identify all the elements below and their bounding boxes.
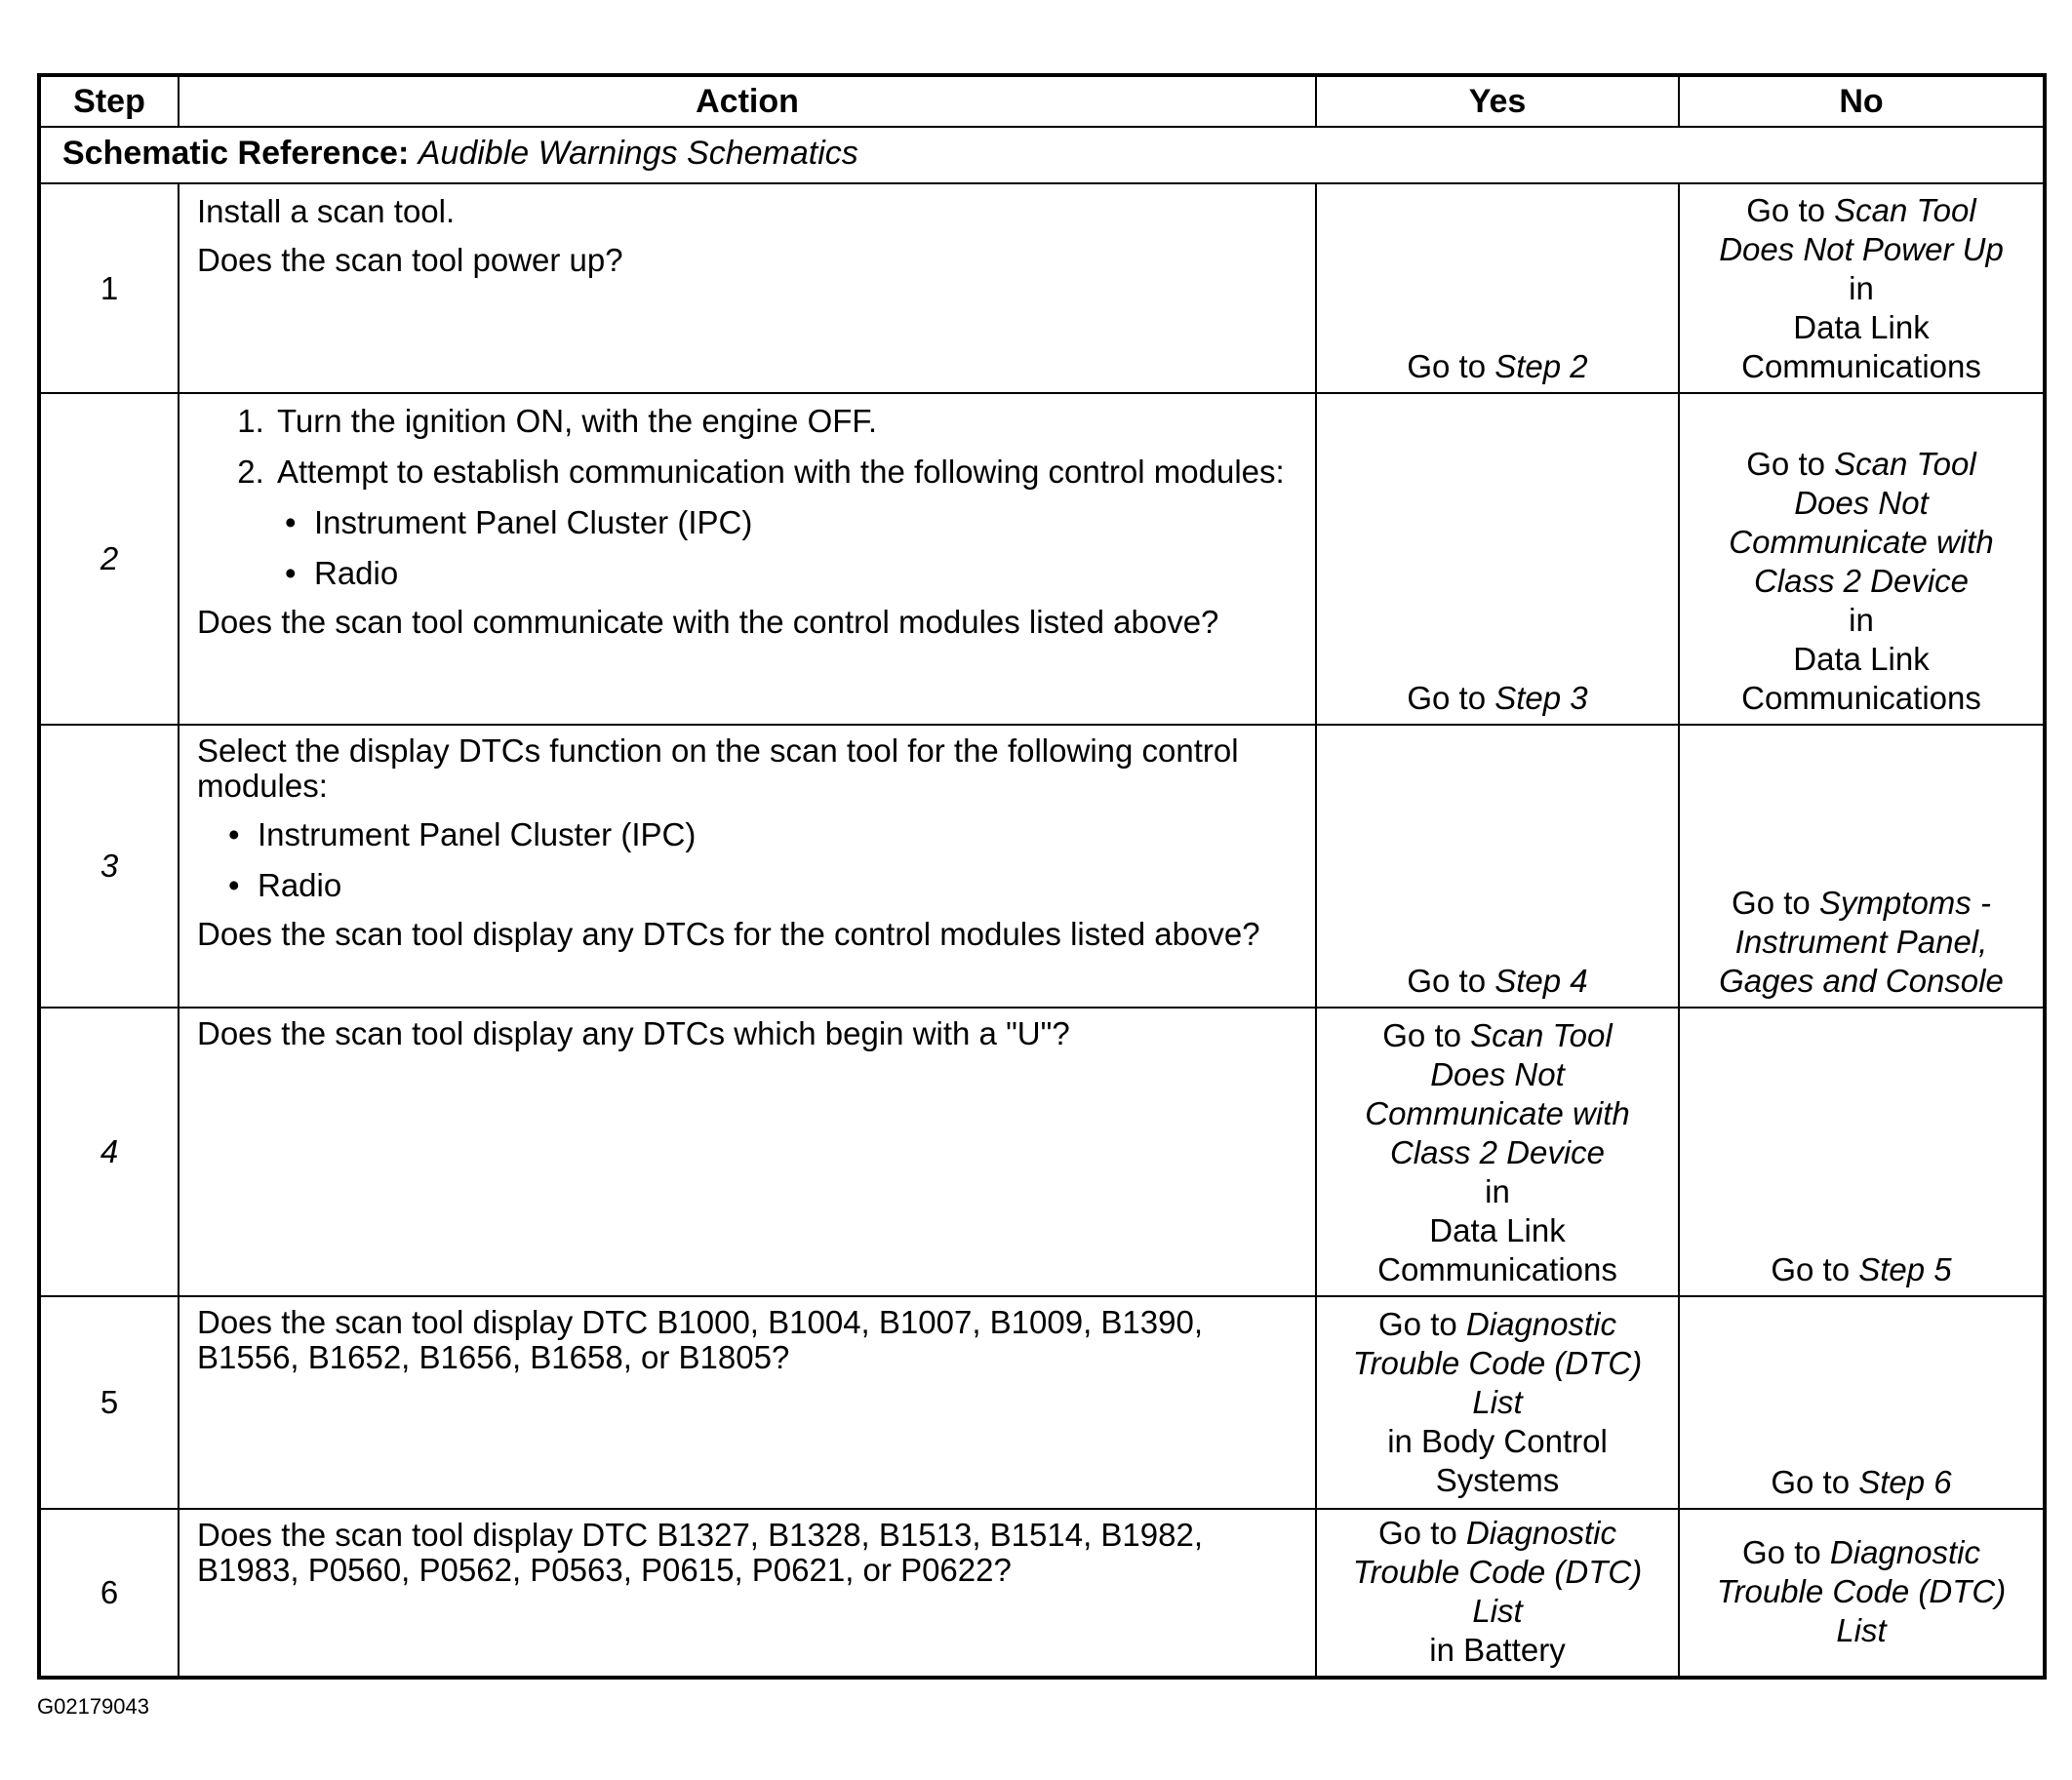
header-step: Step (39, 75, 179, 127)
step-number: 1 (39, 183, 179, 393)
yes-link[interactable]: Diagnostic (1465, 1306, 1616, 1342)
yes-prefix: Go to (1407, 680, 1487, 716)
action-cell (179, 1509, 1316, 1678)
no-link[interactable]: Gages and Console (1719, 963, 2004, 999)
no-cell (1679, 1008, 2045, 1296)
action-cell (179, 1296, 1316, 1509)
diagnostic-table (37, 73, 2047, 1680)
yes-location: in Battery (1429, 1632, 1566, 1668)
yes-cell (1316, 393, 1679, 725)
yes-cell (1316, 1509, 1679, 1678)
table-row (39, 183, 2045, 393)
table-row (39, 725, 2045, 1008)
action-cell (179, 725, 1316, 1008)
yes-link[interactable]: List (1472, 1593, 1523, 1629)
step-number: 5 (39, 1296, 179, 1509)
no-prefix: Go to (1742, 1534, 1821, 1570)
no-link[interactable]: Communicate with (1729, 524, 1994, 560)
yes-link[interactable]: Does Not (1430, 1056, 1565, 1092)
figure-id: G02179043 (37, 1694, 149, 1719)
step-number: 2 (39, 393, 179, 725)
action-cell (179, 1008, 1316, 1296)
action-question: Does the scan tool display DTC B1000, B1004, B1007, B1009, B1390, B1556, B1652, B1656, B1658, or B1805? (197, 1304, 1204, 1375)
yes-link[interactable]: Step 3 (1494, 680, 1588, 716)
action-step-item: 1. Turn the ignition ON, with the engine OFF. (273, 402, 1305, 441)
step-number: 6 (39, 1509, 179, 1678)
schematic-reference (39, 127, 2045, 183)
no-link[interactable]: Does Not Power Up (1719, 231, 2004, 267)
bullet-item: • Instrument Panel Cluster (IPC) (228, 816, 697, 852)
yes-prefix: Go to (1382, 1017, 1461, 1053)
action-step-item: 2. Attempt to establish communication with the following control modules: (273, 453, 1305, 492)
yes-location: Systems (1435, 1462, 1560, 1498)
bullet-item: • Radio (228, 867, 342, 903)
no-cell (1679, 393, 2045, 725)
no-link[interactable]: Scan Tool (1834, 446, 1976, 482)
yes-link[interactable]: Step 4 (1494, 963, 1588, 999)
action-cell (179, 393, 1316, 725)
action-cell (179, 183, 1316, 393)
action-question: Does the scan tool power up? (197, 242, 623, 278)
table-row (39, 1008, 2045, 1296)
yes-in: in (1485, 1173, 1510, 1209)
yes-link[interactable]: List (1472, 1384, 1523, 1420)
schematic-reference-value: Audible Warnings Schematics (418, 135, 858, 172)
no-link[interactable]: Step 6 (1858, 1464, 1952, 1500)
header-yes: Yes (1316, 75, 1679, 127)
no-link[interactable]: List (1836, 1612, 1887, 1648)
yes-location: Communications (1377, 1251, 1617, 1287)
no-prefix: Go to (1746, 192, 1825, 228)
yes-cell (1316, 1008, 1679, 1296)
no-cell (1679, 725, 2045, 1008)
no-in: in (1849, 270, 1874, 306)
bullet-item: • Radio (285, 555, 399, 591)
no-location: Communications (1741, 348, 1981, 384)
table-row (39, 1296, 2045, 1509)
header-no: No (1679, 75, 2045, 127)
no-in: in (1849, 602, 1874, 638)
no-link[interactable]: Class 2 Device (1753, 563, 1970, 599)
header-row (39, 75, 2045, 127)
no-prefix: Go to (1746, 446, 1825, 482)
no-link[interactable]: Trouble Code (DTC) (1716, 1573, 2007, 1609)
yes-link[interactable]: Trouble Code (DTC) (1352, 1554, 1643, 1590)
step-number: 4 (39, 1008, 179, 1296)
yes-cell (1316, 1296, 1679, 1509)
action-text: Select the display DTCs function on the scan tool for the following control modules: (197, 732, 1239, 804)
no-link[interactable]: Diagnostic (1829, 1534, 1980, 1570)
table-row (39, 393, 2045, 725)
yes-prefix: Go to (1378, 1306, 1457, 1342)
action-question: Does the scan tool display any DTCs for the control modules listed above? (197, 916, 1260, 952)
yes-location: Data Link (1429, 1212, 1566, 1248)
no-location: Data Link (1793, 309, 1930, 345)
yes-link[interactable]: Scan Tool (1470, 1017, 1613, 1053)
action-question: Does the scan tool communicate with the control modules listed above? (197, 604, 1219, 640)
no-cell (1679, 1509, 2045, 1678)
yes-link[interactable]: Diagnostic (1465, 1515, 1616, 1551)
no-prefix: Go to (1732, 885, 1811, 921)
no-cell (1679, 1296, 2045, 1509)
action-question: Does the scan tool display DTC B1327, B1328, B1513, B1514, B1982, B1983, P0560, P0562, P0563, P0615, P0621, or P0622? (197, 1517, 1204, 1588)
no-prefix: Go to (1771, 1464, 1851, 1500)
no-link[interactable]: Instrument Panel, (1734, 924, 1988, 960)
bullet-item: • Instrument Panel Cluster (IPC) (285, 504, 753, 540)
yes-cell (1316, 183, 1679, 393)
no-link[interactable]: Step 5 (1858, 1251, 1952, 1287)
no-cell (1679, 183, 2045, 393)
yes-cell (1316, 725, 1679, 1008)
header-action: Action (179, 75, 1316, 127)
no-link[interactable]: Scan Tool (1834, 192, 1976, 228)
yes-link[interactable]: Trouble Code (DTC) (1352, 1345, 1643, 1381)
yes-link[interactable]: Communicate with (1365, 1095, 1630, 1131)
no-location: Communications (1741, 680, 1981, 716)
no-location: Data Link (1793, 641, 1930, 677)
table-row (39, 1509, 2045, 1678)
yes-location: in Body Control (1387, 1423, 1608, 1459)
yes-prefix: Go to (1378, 1515, 1457, 1551)
step-number: 3 (39, 725, 179, 1008)
yes-prefix: Go to (1407, 348, 1487, 384)
action-question: Does the scan tool display any DTCs which begin with a "U"? (197, 1015, 1070, 1051)
yes-link[interactable]: Class 2 Device (1389, 1134, 1606, 1170)
no-prefix: Go to (1771, 1251, 1851, 1287)
yes-link[interactable]: Step 2 (1494, 348, 1588, 384)
schematic-reference-row (39, 127, 2045, 183)
yes-prefix: Go to (1407, 963, 1487, 999)
schematic-reference-label: Schematic Reference: (62, 135, 410, 172)
no-link[interactable]: Does Not (1794, 485, 1929, 521)
no-link[interactable]: Symptoms - (1818, 885, 1991, 921)
action-text: Install a scan tool. (197, 193, 456, 229)
